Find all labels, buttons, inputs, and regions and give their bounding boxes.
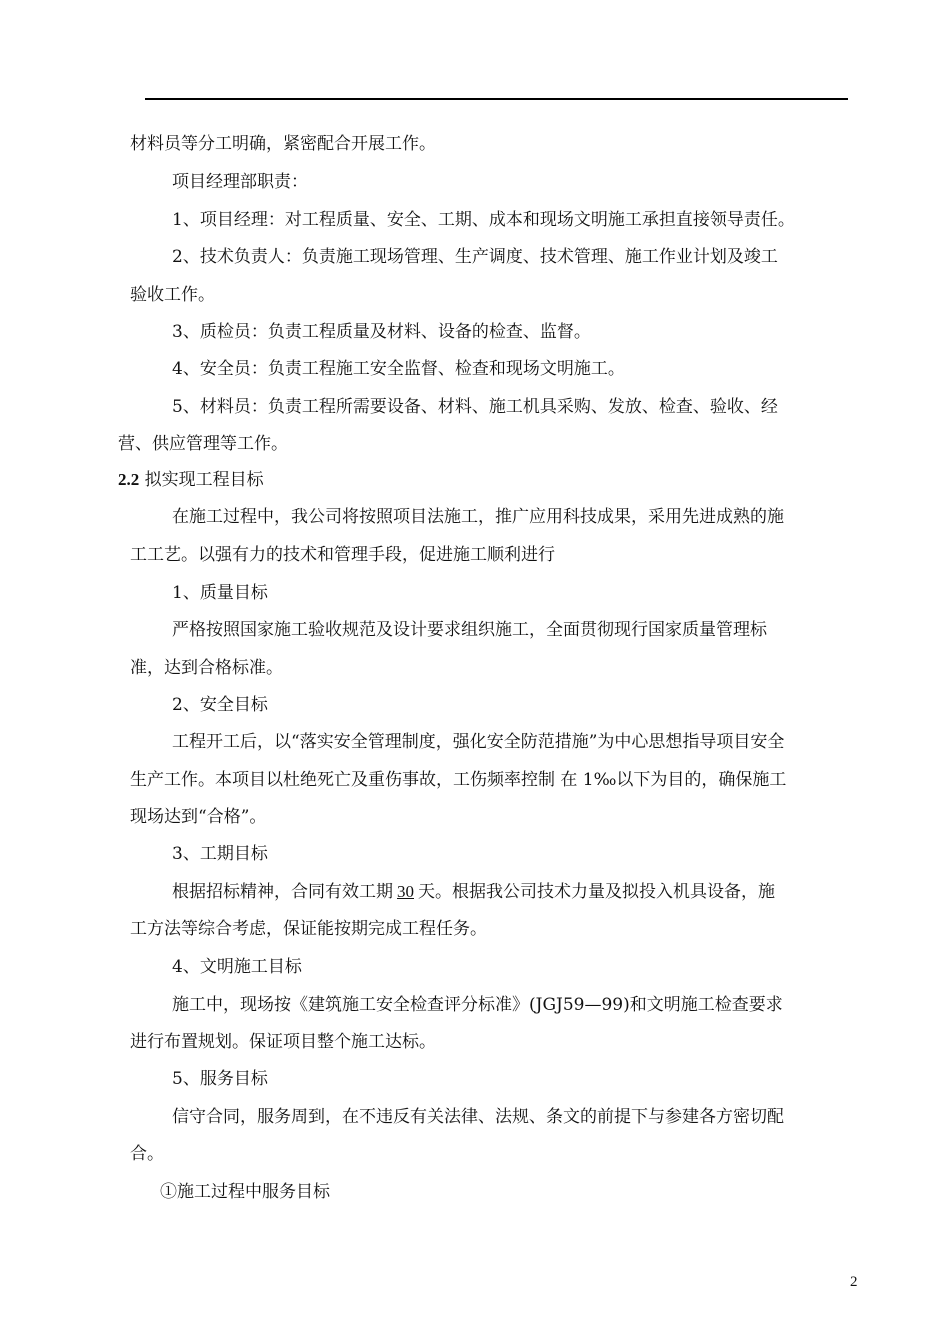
body-line: 1、项目经理：对工程质量、安全、工期、成本和现场文明施工承担直接领导责任。 bbox=[172, 210, 795, 230]
body-text: 根据招标精神，合同有效工期 bbox=[172, 882, 393, 902]
body-line: 材料员等分工明确，紧密配合开展工作。 bbox=[130, 134, 436, 154]
section-heading-title: 拟实现工程目标 bbox=[144, 470, 264, 490]
section-heading bbox=[118, 469, 264, 491]
body-line: 2、技术负责人：负责施工现场管理、生产调度、技术管理、施工作业计划及竣工 bbox=[172, 247, 778, 267]
body-text: 天。根据我公司技术力量及拟投入机具设备，施 bbox=[418, 882, 775, 902]
body-line: 工方法等综合考虑，保证能按期完成工程任务。 bbox=[130, 919, 487, 939]
header-rule bbox=[145, 98, 848, 100]
body-line: 生产工作。本项目以杜绝死亡及重伤事故，工伤频率控制 在 1‰以下为目的，确保施工 bbox=[130, 770, 787, 790]
body-line: 在施工过程中，我公司将按照项目法施工，推广应用科技成果，采用先进成熟的施 bbox=[172, 507, 784, 527]
subsection-label: 3、工期目标 bbox=[172, 844, 268, 864]
body-line: 验收工作。 bbox=[130, 285, 215, 305]
duration-value: 30 bbox=[397, 882, 414, 901]
list-item: ①施工过程中服务目标 bbox=[160, 1182, 330, 1202]
body-line: 3、质检员：负责工程质量及材料、设备的检查、监督。 bbox=[172, 322, 591, 342]
body-line: 信守合同，服务周到，在不违反有关法律、法规、条文的前提下与参建各方密切配 bbox=[172, 1107, 784, 1127]
subsection-label: 1、质量目标 bbox=[172, 583, 268, 603]
section-label: 项目经理部职责： bbox=[172, 172, 308, 192]
subsection-label: 4、文明施工目标 bbox=[172, 957, 302, 977]
section-heading-number: 2.2 bbox=[118, 470, 140, 489]
subsection-label: 2、安全目标 bbox=[172, 695, 268, 715]
body-line: 合。 bbox=[130, 1144, 164, 1164]
body-line: 进行布置规划。保证项目整个施工达标。 bbox=[130, 1032, 436, 1052]
body-line: 4、安全员：负责工程施工安全监督、检查和现场文明施工。 bbox=[172, 359, 625, 379]
body-line: 准，达到合格标准。 bbox=[130, 658, 283, 678]
body-line bbox=[172, 881, 775, 903]
body-line: 施工中，现场按《建筑施工安全检查评分标准》(JGJ59—99)和文明施工检查要求 bbox=[172, 995, 783, 1015]
body-line: 严格按照国家施工验收规范及设计要求组织施工，全面贯彻现行国家质量管理标 bbox=[172, 620, 767, 640]
body-line: 营、供应管理等工作。 bbox=[118, 434, 288, 454]
body-line: 工工艺。以强有力的技术和管理手段，促进施工顺利进行 bbox=[130, 545, 555, 565]
page-number: 2 bbox=[850, 1274, 858, 1290]
body-line: 5、材料员：负责工程所需要设备、材料、施工机具采购、发放、检查、验收、经 bbox=[172, 397, 778, 417]
body-line: 工程开工后，以“落实安全管理制度，强化安全防范措施”为中心思想指导项目安全 bbox=[172, 732, 785, 752]
body-line: 现场达到“合格”。 bbox=[130, 807, 267, 827]
subsection-label: 5、服务目标 bbox=[172, 1069, 268, 1089]
